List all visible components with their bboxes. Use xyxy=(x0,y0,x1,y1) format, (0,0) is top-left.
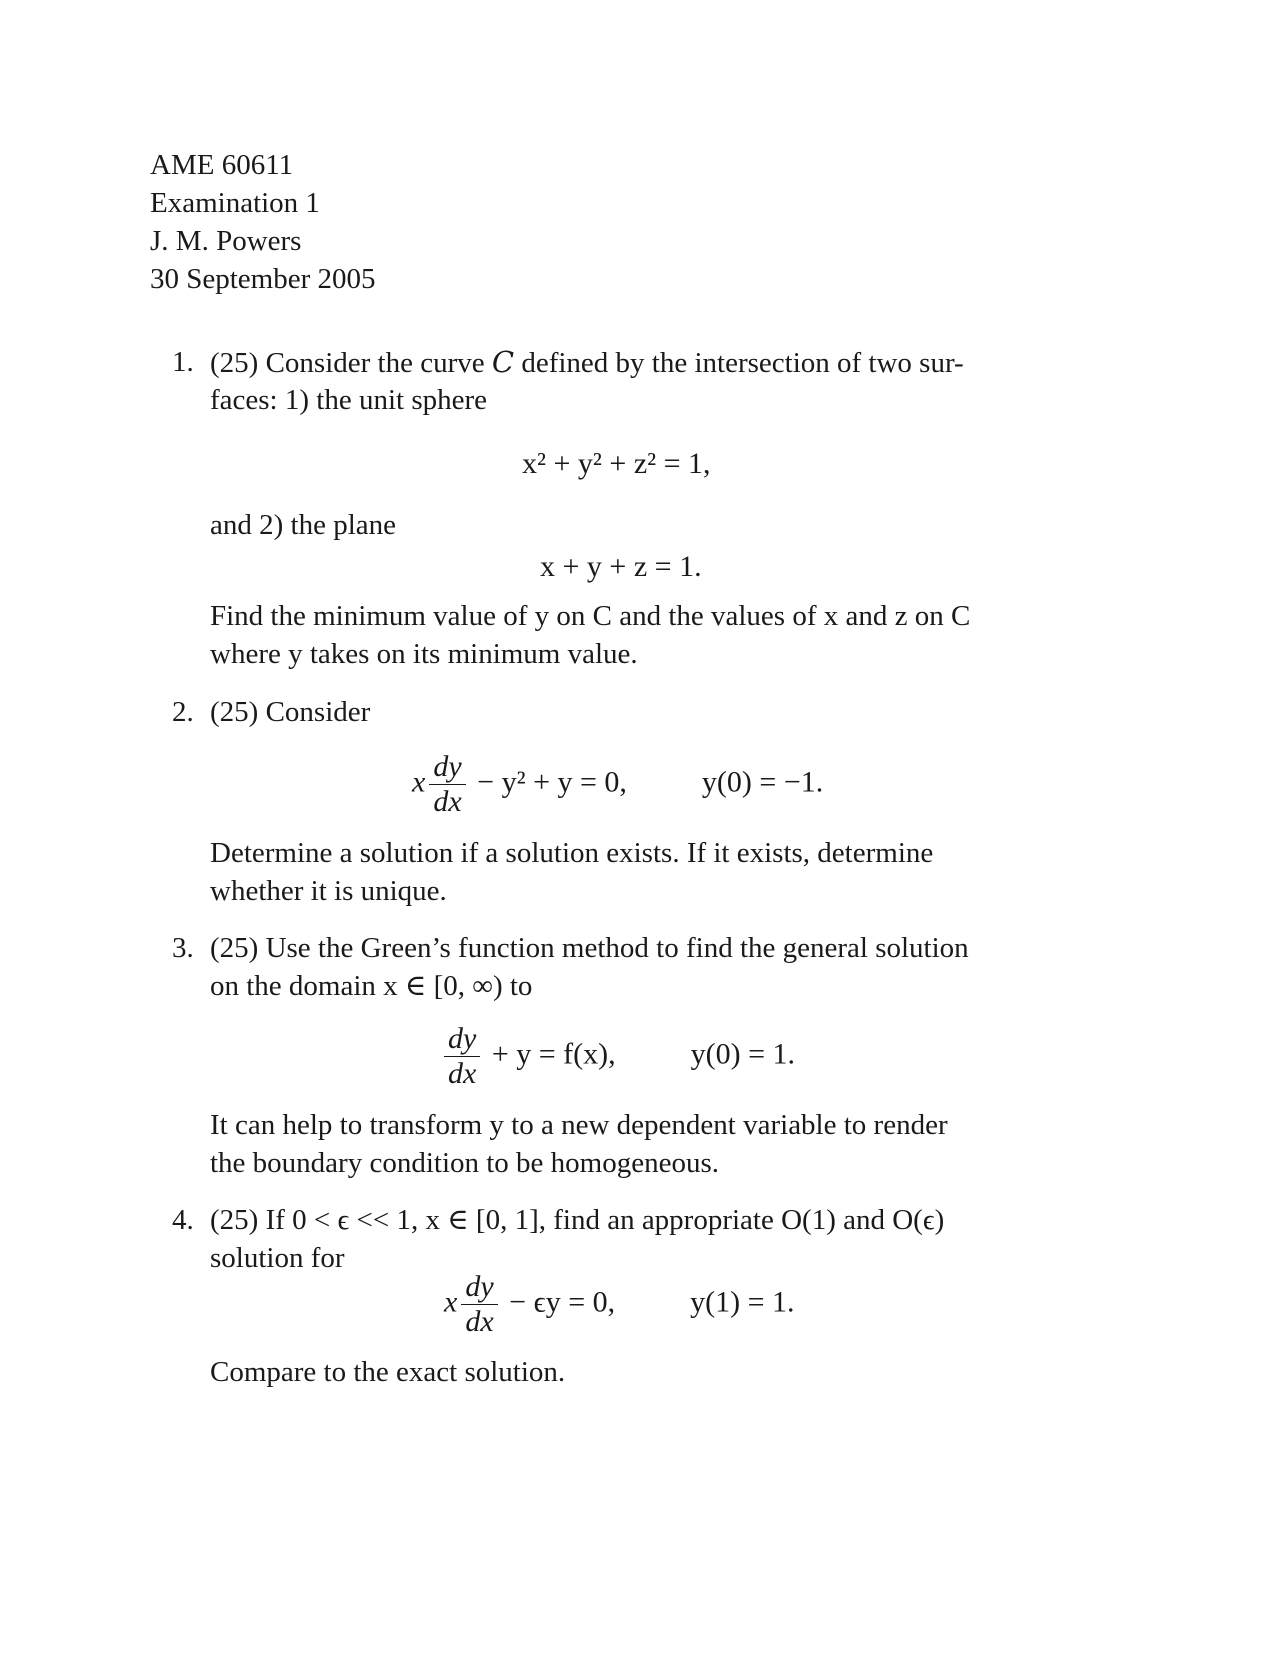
problem-points: (25) xyxy=(210,347,259,379)
problem-intro: defined by the intersection of two sur- xyxy=(521,347,964,379)
problem-number: 4. xyxy=(172,1204,194,1236)
problem-text-line xyxy=(210,343,1052,382)
problem-intro: Consider xyxy=(265,696,371,728)
initial-condition: y(0) = 1. xyxy=(690,1037,796,1071)
eq-variable: x xyxy=(412,765,426,799)
instructor-name: J. M. Powers xyxy=(150,225,302,257)
fraction-denominator: dx xyxy=(433,785,462,818)
problem-text-line: on the domain x ∈ [0, ∞) to xyxy=(210,970,533,1002)
problem-text-line: Find the minimum value of y on C and the values of x and z on C xyxy=(210,600,971,632)
ode-equation xyxy=(444,1272,795,1337)
problem-text-line xyxy=(210,929,969,967)
problem-text-line xyxy=(210,693,370,731)
problem-text-line: whether it is unique. xyxy=(210,875,447,907)
plane-equation: x + y + z = 1. xyxy=(540,550,702,583)
sphere-equation: x² + y² + z² = 1, xyxy=(522,447,711,480)
exam-date: 30 September 2005 xyxy=(150,263,376,295)
problem-intro: Consider the curve xyxy=(265,347,485,379)
initial-condition: y(0) = −1. xyxy=(701,765,824,799)
fraction-numerator: dy xyxy=(444,1024,480,1057)
eq-variable: x xyxy=(444,1285,458,1319)
problem-text-line: It can help to transform y to a new dependent variable to render xyxy=(210,1109,948,1141)
eq-rest: − y² + y = 0, xyxy=(477,765,627,799)
derivative-fraction xyxy=(461,1272,497,1337)
eq-rest: − ϵy = 0, xyxy=(509,1285,616,1319)
problem-points: (25) xyxy=(210,932,259,964)
exam-header xyxy=(150,146,376,298)
fraction-denominator: dx xyxy=(448,1057,477,1090)
problem-intro: Use the Green’s function method to find the general solution xyxy=(265,932,969,964)
fraction-denominator: dx xyxy=(465,1305,494,1338)
problem-text-line: solution for xyxy=(210,1242,345,1274)
problem-text-line: faces: 1) the unit sphere xyxy=(210,384,488,416)
fraction-numerator: dy xyxy=(461,1272,497,1305)
problem-number: 3. xyxy=(172,932,194,964)
problem-text-line xyxy=(210,1201,944,1239)
problem-intro: If 0 < ϵ << 1, x ∈ [0, 1], find an appropriate O(1) and O(ϵ) xyxy=(265,1204,945,1236)
ode-equation xyxy=(412,752,823,817)
derivative-fraction xyxy=(429,752,465,817)
problem-number: 1. xyxy=(172,346,194,378)
course-code: AME 60611 xyxy=(150,149,294,181)
problem-text-line: the boundary condition to be homogeneous. xyxy=(210,1147,720,1179)
fraction-numerator: dy xyxy=(429,752,465,785)
exam-title: Examination 1 xyxy=(150,187,320,219)
problem-text-line: Compare to the exact solution. xyxy=(210,1356,566,1388)
ode-equation xyxy=(440,1024,795,1089)
problem-number: 2. xyxy=(172,696,194,728)
derivative-fraction xyxy=(444,1024,480,1089)
problem-points: (25) xyxy=(210,696,259,728)
curve-symbol: C xyxy=(491,345,515,379)
eq-rest: + y = f(x), xyxy=(491,1037,616,1071)
problem-text-line: where y takes on its minimum value. xyxy=(210,638,638,670)
problem-text-line: Determine a solution if a solution exists. If it exists, determine xyxy=(210,837,934,869)
problem-text-line: and 2) the plane xyxy=(210,509,397,541)
problem-points: (25) xyxy=(210,1204,259,1236)
initial-condition: y(1) = 1. xyxy=(690,1285,795,1319)
